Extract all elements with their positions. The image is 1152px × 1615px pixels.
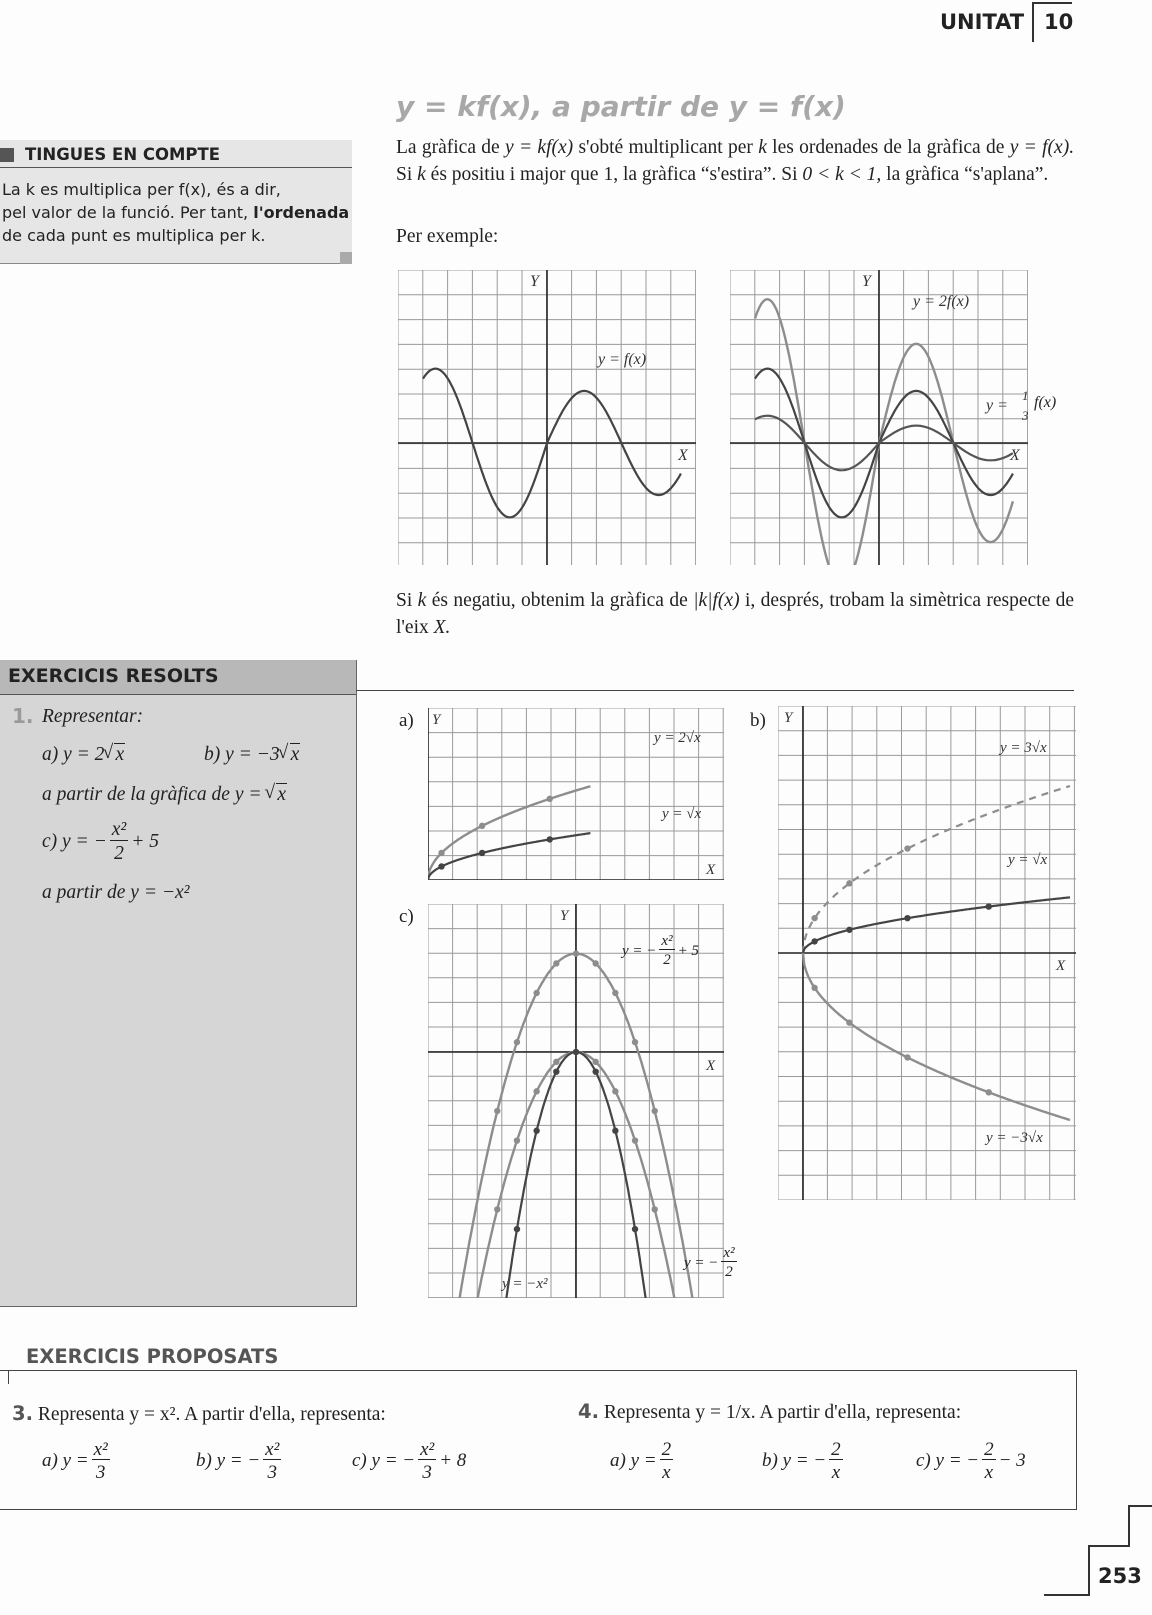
exercise-3a: a) y = $\frac{\text{x²}}{3}$ (42, 1439, 108, 1483)
point-half-plus5 (533, 990, 539, 996)
y-axis-label: Y (560, 908, 569, 924)
proposed-title: EXERCICIS PROPOSATS (26, 1345, 279, 1368)
point-neg-x2 (514, 1226, 520, 1232)
y-axis-label: Y (432, 712, 441, 728)
curve-3sqrt-label: y = 3√x (1000, 740, 1047, 756)
exercise-1a: a) y = 2√ x (42, 744, 125, 766)
solved-title: EXERCICIS RESOLTS (8, 665, 219, 687)
point-neg-x2 (553, 1068, 559, 1074)
point-2sqrt (438, 850, 444, 856)
graph-a (428, 708, 724, 880)
section-title: y = kf(x), a partir de y = f(x) (396, 90, 846, 123)
point-neg-x2 (592, 1068, 598, 1074)
point-half-plus5 (632, 1039, 638, 1045)
solved-panel (0, 660, 357, 1307)
curve-third-label: y = (986, 397, 1008, 414)
panel-b-label: b) (750, 710, 766, 731)
curve-top-label: y = − $\frac{\text{x²}}{2}$ + 5 (622, 933, 699, 968)
curve-third-num: 1 (1022, 388, 1028, 403)
x-axis-label: X (706, 862, 716, 878)
x-axis-label: X (1056, 958, 1066, 974)
point-neg-x2 (612, 1128, 618, 1134)
exercise-4a: a) y = $\frac{2}{x}$ (610, 1439, 672, 1483)
point-neg-half (553, 1059, 559, 1065)
curve-sqrt-label: y = √x (1008, 852, 1048, 868)
exercise-3c: c) y = − $\frac{\text{x²}}{3}$ + 8 (352, 1439, 467, 1483)
note-corner (340, 252, 352, 264)
point-sqrt (904, 915, 910, 921)
exercise-1-from-sqrt: a partir de la gràfica de y = √ x (42, 784, 287, 806)
point-neg-half (494, 1206, 500, 1212)
point-half-plus5 (612, 990, 618, 996)
note-title: TINGUES EN COMPTE (25, 145, 221, 164)
point-half-plus5 (553, 960, 559, 966)
point-neg-half (514, 1137, 520, 1143)
point-neg-half (632, 1137, 638, 1143)
page-number-rule (1044, 1594, 1090, 1596)
unit-divider-top (1032, 2, 1072, 4)
exercise-3b: b) y = − $\frac{\text{x²}}{3}$ (196, 1439, 280, 1483)
note-box (0, 140, 352, 264)
graph-f (398, 270, 696, 565)
point-3sqrt (846, 880, 852, 886)
unit-label: UNITAT (940, 10, 1025, 34)
page-number: 253 (1098, 1564, 1142, 1588)
solved-rule (356, 690, 1074, 691)
stair-decoration (1088, 1505, 1152, 1615)
x-axis-label: X (678, 447, 688, 464)
point-neg3sqrt (811, 985, 817, 991)
exercise-1b: b) y = −3√ x (204, 744, 300, 766)
x-axis-label: X (1010, 447, 1020, 464)
point-2sqrt (479, 823, 485, 829)
note-title-rule (0, 167, 352, 168)
point-neg-half (533, 1088, 539, 1094)
note-body: La k es multiplica per f(x), és a dir, pel valor de la funció. Per tant, l'ordenada de cada punt es multiplica per k. (2, 180, 350, 245)
point-half-plus5 (514, 1039, 520, 1045)
point-half-plus5 (592, 960, 598, 966)
point-sqrt (846, 927, 852, 933)
point-sqrt (986, 903, 992, 909)
solved-header (0, 660, 356, 695)
curve-mid-label: y = − $\frac{\text{x²}}{2}$ (684, 1245, 735, 1280)
example-label: Per exemple: (396, 226, 499, 247)
curve-third-suffix: f(x) (1034, 394, 1057, 411)
y-axis-label: Y (862, 273, 871, 290)
point-3sqrt (811, 915, 817, 921)
unit-number: 10 (1044, 10, 1074, 34)
point-neg-x2 (632, 1226, 638, 1232)
point-neg3sqrt (904, 1054, 910, 1060)
intro-paragraph: La gràfica de y = kf(x) s'obté multiplicant per k les ordenades de la gràfica de y = f(x). Si k és positiu i major que 1, la gràfica “s'estira”. Si 0 < k < 1, la gràfica “s'aplana”. (396, 137, 1075, 185)
point-neg3sqrt (846, 1019, 852, 1025)
note-marker (0, 148, 14, 162)
curve-2sqrt-label: y = 2√x (654, 730, 701, 746)
x-axis-label: X (706, 1058, 716, 1074)
point-sqrt (438, 863, 444, 869)
unit-header (940, 10, 1024, 34)
y-axis-label: Y (530, 273, 539, 290)
point-neg-half (612, 1088, 618, 1094)
point-neg-half (652, 1206, 658, 1212)
point-neg-x2 (533, 1128, 539, 1134)
unit-divider (1032, 2, 1034, 42)
curve-f-label: y = f(x) (598, 351, 647, 368)
point-neg-half (592, 1059, 598, 1065)
exercise-4c: c) y = − $\frac{2}{x}$ − 3 (916, 1439, 1026, 1483)
point-sqrt (547, 836, 553, 842)
point-half-plus5 (494, 1108, 500, 1114)
point-half-plus5 (652, 1108, 658, 1114)
curve-neg3sqrt-label: y = −3√x (986, 1130, 1043, 1146)
exercise-1c: c) y = − $\frac{\text{x²}}{2}$ + 5 (42, 819, 160, 864)
graph-b (778, 706, 1076, 1200)
y-axis-label: Y (784, 710, 793, 726)
exercise-4b: b) y = − $\frac{2}{x}$ (762, 1439, 841, 1483)
exercise-1-prompt: Representar: (42, 706, 144, 727)
curve-sqrt-label: y = √x (662, 806, 702, 822)
point-3sqrt (904, 845, 910, 851)
exercise-4: 4. Representa y = 1/x. A partir d'ella, representa: (578, 1400, 962, 1423)
graph-kf (730, 270, 1028, 565)
point-neg-x2 (573, 1049, 579, 1055)
curve-sqrt (803, 897, 1070, 953)
proposed-step (8, 1370, 21, 1384)
point-half-plus5 (573, 950, 579, 956)
curve-bottom-label: y = −x² (502, 1276, 548, 1292)
exercise-3: 3. Representa y = x². A partir d'ella, representa: (12, 1402, 386, 1425)
curve-third-den: 3 (1022, 408, 1028, 423)
panel-c-label: c) (399, 906, 414, 927)
point-sqrt (479, 850, 485, 856)
exercise-1-from-c: a partir de y = −x² (42, 882, 190, 903)
curve-2f-label: y = 2f(x) (913, 293, 970, 310)
exercise-1-number: 1. (12, 704, 34, 728)
note-bottom-rule (0, 263, 352, 264)
point-2sqrt (547, 796, 553, 802)
point-neg3sqrt (986, 1089, 992, 1095)
negative-k-paragraph: Si k és negatiu, obtenim la gràfica de |k|f(x) i, després, trobam la simètrica respecte de l'eix X. (396, 590, 1075, 638)
panel-a-label: a) (399, 710, 414, 731)
point-sqrt (811, 938, 817, 944)
